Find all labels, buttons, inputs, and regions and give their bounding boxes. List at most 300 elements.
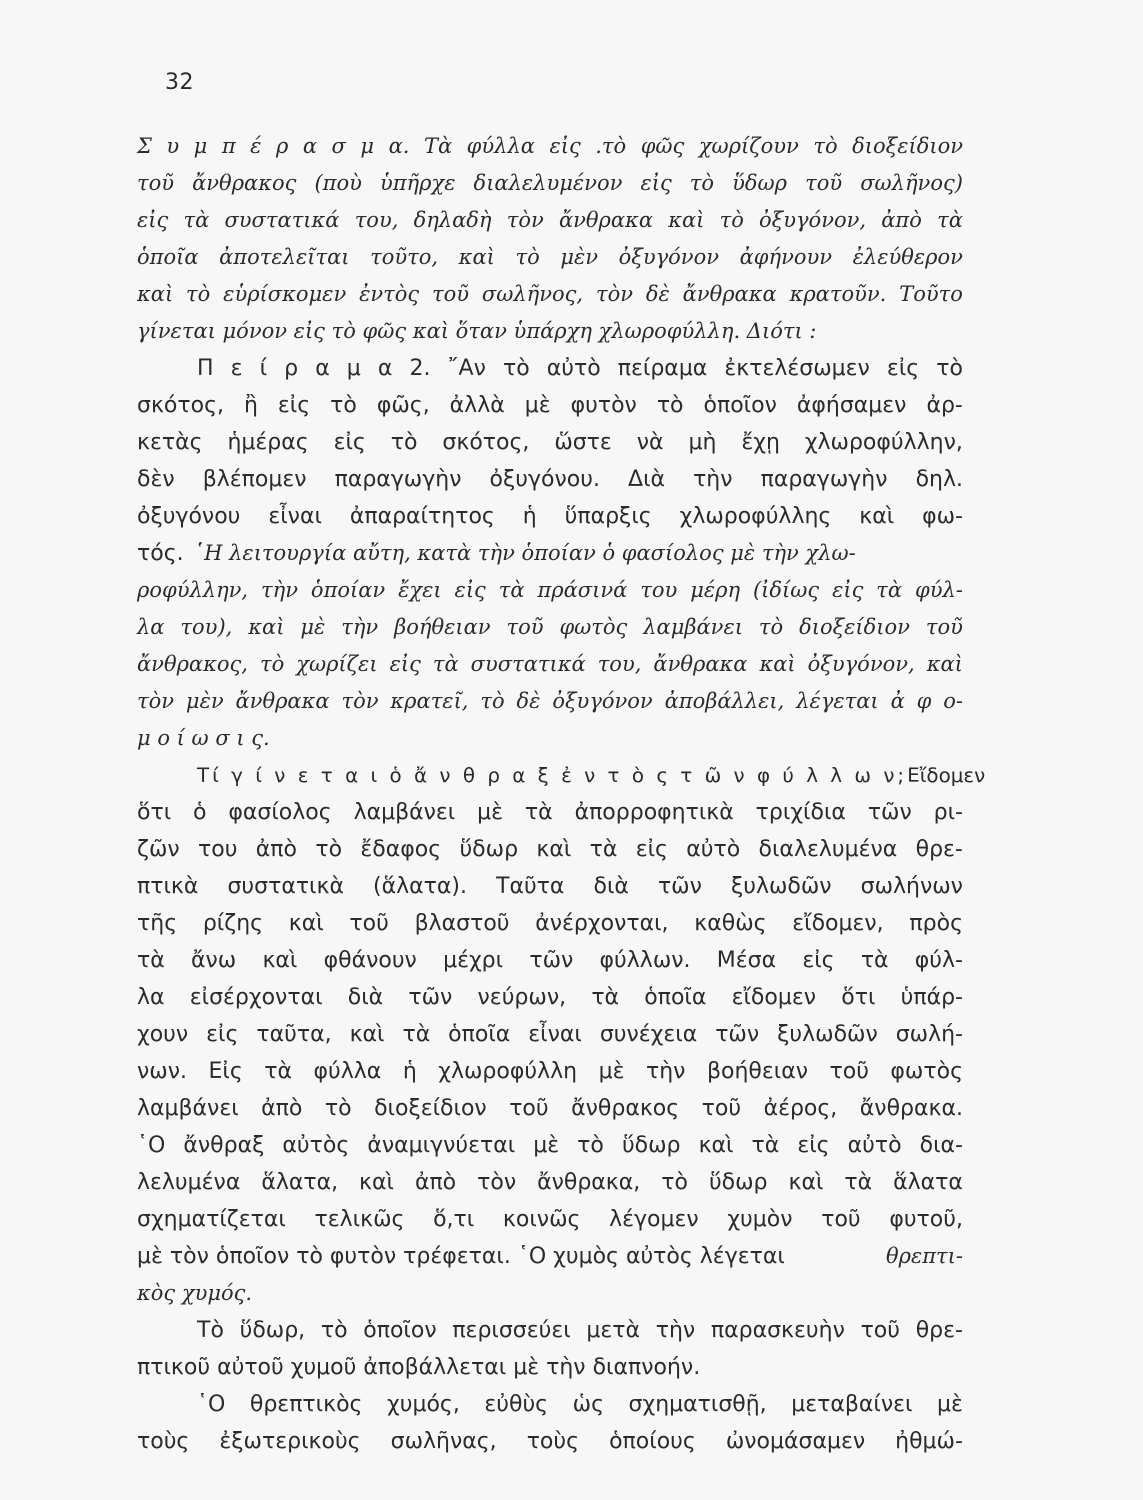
word: τοῦ [860,1318,900,1343]
word: φθάνουν [323,948,417,973]
word: ἀπορροφητικὰ [574,800,734,825]
word: τὰ [591,985,620,1010]
word: βλαστοῦ [414,911,510,936]
word: τὸ [719,208,744,232]
word: σωλῆνος, [481,282,584,306]
word: εἰς [333,430,366,455]
word: ροφύλλην, [137,578,249,602]
word: τὸ [186,282,211,306]
word: ἐξωτερικοὺς [219,1429,361,1454]
word: τὸν [506,208,544,232]
word: ὠνομάσαμεν [725,1429,866,1454]
word: σχηματισθῇ, [628,1392,767,1417]
word: ὀξυγόνου [137,504,241,529]
word: ὕδωρ [732,171,788,195]
word: διὰ [347,985,384,1010]
word: ρ [275,134,289,158]
word: τῶν [715,1022,760,1047]
word: ἄνθραξ [183,1133,265,1158]
word: ὁποῖα [644,985,707,1010]
word: τὰ [524,800,553,825]
word: τοῦ [506,615,544,639]
word: χλωροφύλλην, [804,430,963,455]
word: ρίζης [202,911,264,936]
word: του [198,837,238,862]
word: Π [197,356,214,381]
word: ἡ [522,504,537,529]
text-line [137,1090,963,1127]
word: Τοῦτο [899,282,963,306]
word: σ [331,134,346,158]
word: .τὸ [595,134,627,158]
word: έ [250,134,262,158]
word: τὴν [693,467,733,492]
word: ἀλλὰ [449,393,505,418]
word: τοῦ [925,615,963,639]
word: ῾Ο [197,1392,226,1417]
word: καὶ [262,948,298,973]
word: τοῦ [137,171,175,195]
word: τὸ [656,393,684,418]
word: πρὸς [909,911,963,936]
word: Διὰ [628,467,666,492]
line-lead: μὲ τὸν ὁποῖον τὸ φυτὸν τρέφεται. ῾Ο χυμὸς αὐτὸς λέγεται [137,1244,785,1269]
text-line [137,1164,963,1201]
word: (ποὺ [314,171,362,195]
line-lead: τός. [137,541,184,566]
word: ἅλατα [893,1170,963,1195]
word: λελυμένα [137,1170,241,1195]
word: εἶναι [268,504,322,529]
word: βλέπομεν [202,467,307,492]
word: αὐτὸ [847,1133,902,1158]
word: (ἅλατα). [373,874,467,899]
word: τὰ [937,208,963,232]
word: ζῶν [137,837,180,862]
word: τὸ [936,356,963,381]
word: τὸ [689,171,715,195]
word: διοξείδιον [852,134,963,158]
word: παραγωγὴν [334,467,462,492]
word: φῶς [640,134,685,158]
word: τὸ [320,1318,348,1343]
word: μ [193,134,208,158]
word: τὴν [341,615,379,639]
word: ρ [284,356,299,381]
word: ῾Ο [137,1133,166,1158]
word: χλωροφύλλης [679,504,832,529]
word: ὁποῖον [363,1318,437,1343]
text-line [137,461,963,498]
word: μὲ [533,1133,560,1158]
word: ἄνθρακα. [859,1096,963,1121]
word: λέγεται [796,689,879,713]
text-line [137,572,963,609]
word: καὶ [788,1170,824,1195]
word: θρε- [915,1318,963,1343]
word: θρεπτικὸς [249,1392,363,1417]
word: φύλλα [313,1059,382,1084]
word: ὕδωρ [621,1133,681,1158]
word: τὰ [402,1022,431,1047]
word: ἀποβάλλει, [664,689,785,713]
word: ο- [943,689,963,713]
word: μὲ [477,800,504,825]
word: καὶ [668,208,705,232]
word: Μέσα [716,948,777,973]
word: συστατικά [224,208,340,232]
word: ὁποῖα [137,245,199,269]
word: τὸν [137,689,175,713]
word: ἄνω [190,948,237,973]
text-line [137,239,963,276]
text-line [137,646,963,683]
word: τὴν [645,1059,686,1084]
word: κρατεῖ, [390,689,469,713]
text-line [137,350,963,387]
text-line [137,683,963,720]
word: τὸ [324,1096,352,1121]
word: μέρη [690,578,741,602]
line-words: μ ο ί ω σ ι ς. [137,726,270,750]
word: εἰς [549,134,581,158]
line-words: κὸς χυμός. [137,1281,253,1305]
word: καθὼς [694,911,767,936]
word: μέχρι [443,948,504,973]
word: τὸ [813,134,838,158]
word: φ [916,689,932,713]
word: χλωροφύλλη [438,1059,578,1084]
word: διοξείδιον [374,1096,487,1121]
text-line [137,979,963,1016]
word: ὁποίους [609,1429,696,1454]
word: (ἰδίως [752,578,820,602]
word: υ [166,134,180,158]
word: εἰς [277,393,311,418]
word: ἀνέρχονται, [535,911,669,936]
word: ἀπὸ [261,1096,303,1121]
word: μὲ [524,393,551,418]
word: Τὸ [197,1318,224,1343]
word: λα [137,985,165,1010]
word: εἰς [635,837,668,862]
text-line [137,387,963,424]
word: μετὰ [586,1318,641,1343]
text-line [137,1423,963,1460]
word: τὸ [480,689,505,713]
word: συστατικά [470,652,586,676]
word: φύλ- [915,578,963,602]
word: συστατικὰ [227,874,344,899]
word: ρι- [933,800,963,825]
word: ὁ [193,800,207,825]
word: νων. [137,1059,187,1084]
word: τῶν [867,800,912,825]
word: ἀρ- [926,393,963,418]
word: δηλαδὴ [413,208,492,232]
word: δὲ [516,689,541,713]
word: ἔχει [398,578,442,602]
word: ὀξυγόνον [552,689,653,713]
word: δια- [919,1133,963,1158]
word: ἀπὸ [255,837,297,862]
text-line [137,794,963,831]
word: διαλελυμένον [473,171,623,195]
word: ῎Αν [447,356,486,381]
word: κοινῶς [502,1207,581,1232]
word: αὐτὸς [282,1133,350,1158]
text-line [137,1312,963,1349]
word: α [377,356,393,381]
word: τὸ [515,245,540,269]
word: τῶν [657,874,702,899]
word: εἰς [802,948,835,973]
word: του [640,578,678,602]
word: ὑπῆρχε [379,171,456,195]
text-line [137,202,963,239]
word: νὰ [636,430,664,455]
word: καὶ [288,911,324,936]
word: ὀξυγόνου. [489,467,600,492]
word: τοῦ [805,171,843,195]
word: χωρίζει [296,652,378,676]
word: του, [597,652,642,676]
word: τοῦ [821,1207,861,1232]
word: ἐλεύθερον [852,245,963,269]
body-text [137,128,986,1460]
word: μὴ [688,430,717,455]
word: σκότος, [442,430,530,455]
word: π [221,134,236,158]
word: διαλελυμένα [758,837,898,862]
word: καὶ [698,1133,734,1158]
line-italic: ῾Η λειτουργία αὔτη, κατὰ τὴν ὁποίαν ὁ φασίολος μὲ τὴν χλω- [193,541,856,565]
text-line [137,720,963,757]
word: Ταῦτα [496,874,565,899]
word: εὐθὺς [484,1392,549,1417]
word: εἰς [206,1022,239,1047]
word: του, [354,208,399,232]
word: ἄνθρακα, [537,1170,641,1195]
word: ὁποῖον [703,393,777,418]
word: μὲ [598,1059,625,1084]
word: χωρίζουν [698,134,799,158]
word: τὸ [758,615,784,639]
word: ὅτι [137,800,172,825]
word: τὸ [661,1170,688,1195]
word: μεταβαίνει [791,1392,913,1417]
word: τὰ [876,578,903,602]
word: τὰ [844,1170,873,1195]
word: τὸ [502,356,530,381]
word: ἀπὸ [414,1170,457,1195]
word: ἀέρος, [763,1096,838,1121]
word: θρε- [915,837,963,862]
word: ὁποίαν [310,578,386,602]
word: τὰ [860,948,889,973]
word: ἡ [402,1059,417,1084]
word: ἀναμιγνύεται [367,1133,516,1158]
word: φυτοῦ, [889,1207,963,1232]
word: καὶ [458,245,495,269]
word: εἰς [640,171,672,195]
word: ἄνθρακα [682,282,777,306]
word: καὶ [536,837,572,862]
word: εἴδομεν [731,985,817,1010]
word: τὸν [341,689,379,713]
word: καὶ [926,652,963,676]
word: καὶ [759,652,796,676]
word: ἄνθρακα [653,652,748,676]
word: φασίολος [228,800,332,825]
line-words: πτικοῦ αὐτοῦ χυμοῦ ἀποβάλλεται μὲ τὴν διαπνοήν. [137,1355,701,1380]
page-number: 32 [165,70,194,95]
word: ὑπάρ- [900,985,963,1010]
word: τὴν [261,578,298,602]
word: τὸν [595,282,633,306]
word: τοὺς [526,1429,580,1454]
word: τὰ [589,837,618,862]
word: ε [230,356,243,381]
word: μὲ [300,615,326,639]
word: τὰ [137,948,165,973]
word: ὀξυγόνον, [807,652,915,676]
line-italic: θρεπτι- [885,1244,963,1268]
word: ὅ,τι [433,1207,475,1232]
word: τῶν [408,985,453,1010]
text-line [137,609,963,646]
word: α [315,356,330,381]
word: μ [360,134,375,158]
word: εἰς [832,578,864,602]
word: χυμός, [387,1392,460,1417]
word: τοῦ [701,1096,742,1121]
word: φωτὸς [890,1059,963,1084]
word: εὑρίσκομεν [223,282,347,306]
word: τὸ [330,393,357,418]
word: τελικῶς [314,1207,405,1232]
word: ὁποῖα [448,1022,511,1047]
word: ξυλωδῶν [730,874,832,899]
word: φωτὸς [559,615,628,639]
word: χυμὸν [727,1207,793,1232]
word: τριχίδια [755,800,846,825]
text-line [137,128,963,165]
word: παρασκευὴν [710,1318,845,1343]
word: α [302,134,318,158]
word: ἐκτελέσωμεν [724,356,870,381]
word: τὸ [390,430,418,455]
word: μὲ [937,1392,963,1417]
word: πείραμα [617,356,708,381]
word: ὡς [572,1392,604,1417]
word: τὸ [259,652,285,676]
word: καὶ [359,1170,394,1195]
word: τὸ [315,837,343,862]
word: ἅλατα, [261,1170,339,1195]
word: φύλ- [914,948,963,973]
spaced-heading: Τί γ ί ν ε τ α ι ὁ ἄ ν θ ρ α ξ ἐ ν τ ὸ ς τ ῶ ν φ ύ λ λ ω ν; [197,764,908,787]
word: εἰς [137,208,169,232]
word: ἀπὸ [881,208,922,232]
word: λαμβάνει [643,615,743,639]
word: διοξείδιον [799,615,910,639]
word: αὐτὸ [686,837,741,862]
word: εἶναι [528,1022,582,1047]
word: ἄνθρακος [571,1096,680,1121]
word: ἄνθρακος [192,171,297,195]
word: διὰ [593,874,629,899]
text-line [137,831,963,868]
word: σωλή- [895,1022,963,1047]
word: ἄνθρακα [558,208,654,232]
word: φύλλων. [599,948,691,973]
word: ἔχῃ [741,430,780,455]
word: Τὰ [423,134,453,158]
word: ἀφήσαμεν [796,393,907,418]
word: εἰσέρχονται [189,985,323,1010]
word: καὶ [349,1022,385,1047]
word: παραγωγὴν [760,467,888,492]
word: ὅτι [841,985,876,1010]
text-line [137,1275,963,1312]
word: λέγομεν [609,1207,699,1232]
word: τὰ [264,1059,293,1084]
word: ὕδωρ [708,1170,768,1195]
word: ἄνθρακα [235,689,330,713]
word: τοὺς [137,1429,190,1454]
word: Εἰς [208,1059,243,1084]
word: εἰς [886,356,920,381]
word: σωλῆνος) [860,171,963,195]
word: ἀφήνουν [739,245,833,269]
word: ί [259,356,268,381]
word: σκότος, [137,393,224,418]
text-line [137,757,986,794]
text-line [137,535,963,572]
word: τῶν [529,948,574,973]
text-line [137,1053,963,1090]
text-line [137,1201,963,1238]
word: περισσεύει [452,1318,571,1343]
word: σωλήνων [860,874,963,899]
word: καὶ [137,282,174,306]
word: ἀποτελεῖται [219,245,350,269]
word: Σ [137,134,152,158]
word: εἰς [389,652,421,676]
word: ἠθμώ- [895,1429,963,1454]
text-line [137,498,963,535]
word: ὕδωρ [459,837,519,862]
word: εἴδομεν, [792,911,884,936]
word: τοῦ [349,911,389,936]
word: ταῦτα, [256,1022,332,1047]
text-line [137,868,963,905]
word: εἰς [454,578,486,602]
word: τὸν [477,1170,517,1195]
line-words: γίνεται μόνον εἰς τὸ φῶς καὶ ὅταν ὑπάρχη χλωροφύλλη. Διότι : [137,319,817,343]
word: φυτὸν [570,393,637,418]
text-line [137,942,963,979]
text-line [137,165,963,202]
text-line [137,276,963,313]
text-line [137,905,963,942]
word: φῶς, [376,393,430,418]
word: φύλλα [466,134,535,158]
line-trail: Εἴδομεν [907,764,986,787]
word: ἀ [890,689,905,713]
word: ὥστε [554,430,612,455]
